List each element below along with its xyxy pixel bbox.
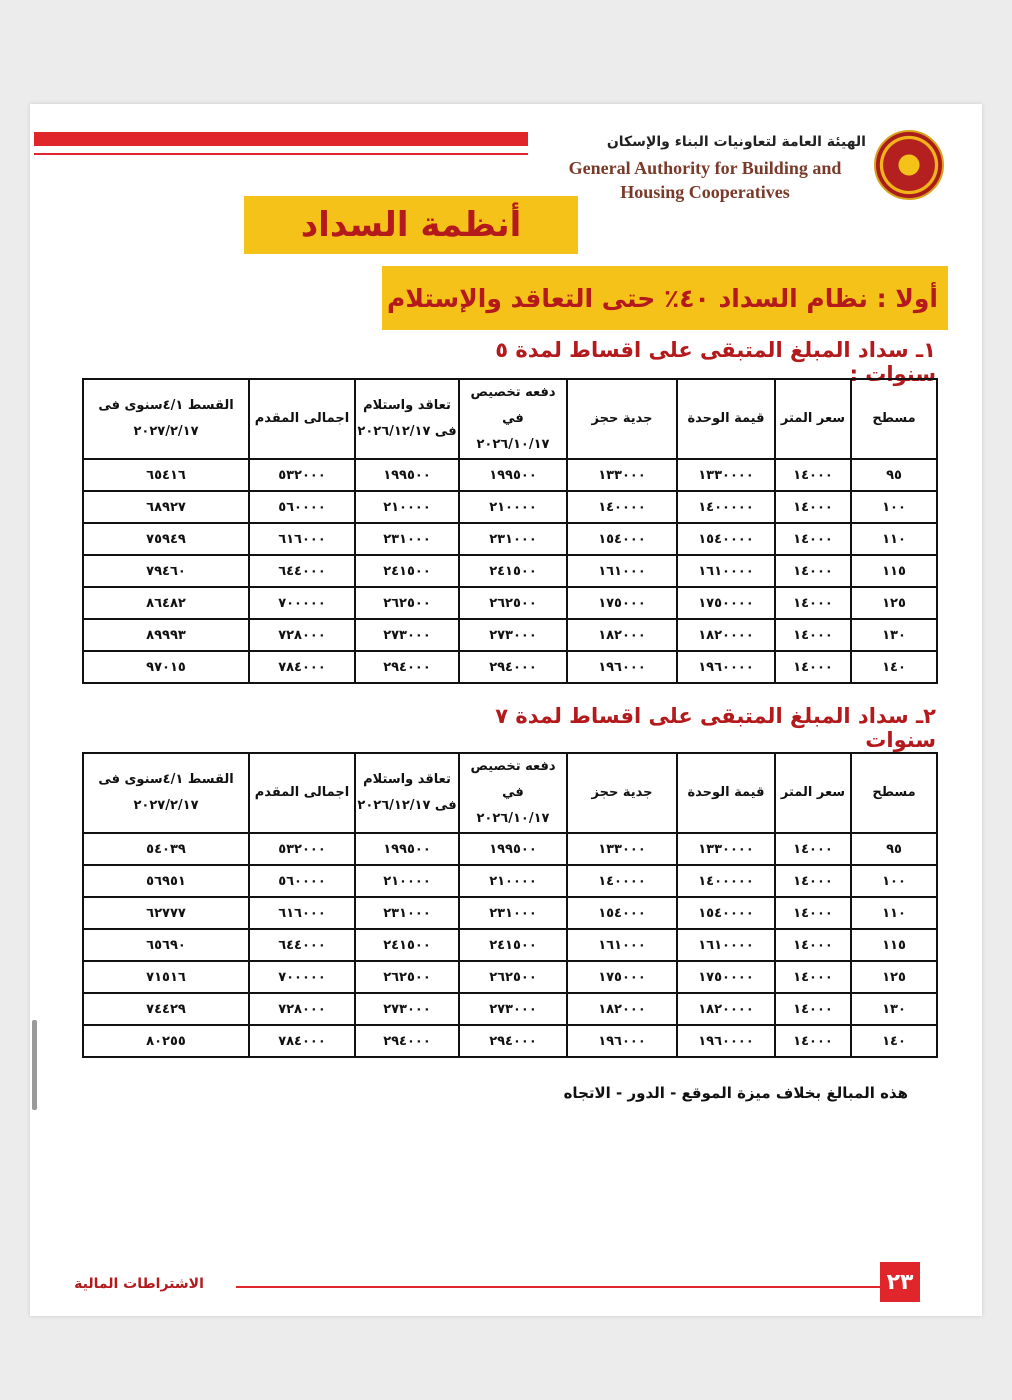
- cell-unit-value: ١٩٦٠٠٠٠: [677, 651, 775, 683]
- cell-contract: ٢٣١٠٠٠: [355, 523, 459, 555]
- cell-booking: ١٤٠٠٠٠: [567, 865, 677, 897]
- scrollbar[interactable]: [32, 1020, 37, 1110]
- col-header-area: مسطح: [851, 753, 937, 833]
- cell-booking: ١٥٤٠٠٠: [567, 523, 677, 555]
- cell-allocation: ٢٩٤٠٠٠: [459, 1025, 567, 1057]
- cell-unit-value: ١٥٤٠٠٠٠: [677, 523, 775, 555]
- cell-installment: ٩٧٠١٥: [83, 651, 249, 683]
- org-name-english: [540, 156, 870, 204]
- cell-installment: ٧١٥١٦: [83, 961, 249, 993]
- cell-total-advance: ٦١٦٠٠٠: [249, 523, 355, 555]
- col-header-contract-line2: فى ٢٠٢٦/١٢/١٧: [357, 424, 457, 439]
- table-row: [83, 1025, 937, 1057]
- table-row: [83, 651, 937, 683]
- cell-meter-price: ١٤٠٠٠: [775, 491, 851, 523]
- table-row: [83, 587, 937, 619]
- table-row: [83, 459, 937, 491]
- cell-contract: ٢٩٤٠٠٠: [355, 651, 459, 683]
- cell-contract: ٢٤١٥٠٠: [355, 555, 459, 587]
- col-header-installment-line2: ٢٠٢٧/٢/١٧: [133, 798, 199, 813]
- cell-meter-price: ١٤٠٠٠: [775, 587, 851, 619]
- col-header-installment: [83, 753, 249, 833]
- cell-unit-value: ١٦١٠٠٠٠: [677, 929, 775, 961]
- cell-total-advance: ٦١٦٠٠٠: [249, 897, 355, 929]
- table-row: [83, 491, 937, 523]
- cell-booking: ١٩٦٠٠٠: [567, 651, 677, 683]
- table-row: [83, 865, 937, 897]
- cell-installment: ٦٢٧٧٧: [83, 897, 249, 929]
- col-header-allocation-line2: ٢٠٢٦/١٠/١٧: [476, 437, 550, 452]
- cell-unit-value: ١٧٥٠٠٠٠: [677, 961, 775, 993]
- cell-installment: ٦٥٦٩٠: [83, 929, 249, 961]
- footer-red-line: [236, 1286, 882, 1288]
- cell-meter-price: ١٤٠٠٠: [775, 993, 851, 1025]
- col-header-allocation-line1: دفعه تخصيص في: [470, 759, 556, 800]
- cell-meter-price: ١٤٠٠٠: [775, 523, 851, 555]
- col-header-installment-line1: القسط ٤/١سنوى فى: [98, 398, 234, 413]
- col-header-unit-value: قيمة الوحدة: [677, 379, 775, 459]
- col-header-booking: جدية حجز: [567, 753, 677, 833]
- cell-unit-value: ١٤٠٠٠٠٠: [677, 491, 775, 523]
- table-row: [83, 897, 937, 929]
- cell-area: ١١٠: [851, 897, 937, 929]
- table-row: [83, 555, 937, 587]
- price-note: هذه المبالغ بخلاف ميزة الموقع - الدور - الاتجاه: [563, 1084, 908, 1102]
- org-name-arabic: الهيئة العامة لتعاونيات البناء والإسكان: [606, 134, 866, 150]
- cell-booking: ١٦١٠٠٠: [567, 555, 677, 587]
- cell-area: ١١٥: [851, 929, 937, 961]
- cell-booking: ١٤٠٠٠٠: [567, 491, 677, 523]
- cell-allocation: ٢١٠٠٠٠: [459, 865, 567, 897]
- table-row: [83, 619, 937, 651]
- cell-installment: ٨٩٩٩٣: [83, 619, 249, 651]
- cell-installment: ٦٥٤١٦: [83, 459, 249, 491]
- table-header-row: [83, 753, 937, 833]
- cell-area: ١٣٠: [851, 619, 937, 651]
- cell-allocation: ١٩٩٥٠٠: [459, 833, 567, 865]
- col-header-total-advance: اجمالى المقدم: [249, 379, 355, 459]
- cell-total-advance: ٦٤٤٠٠٠: [249, 929, 355, 961]
- cell-allocation: ٢٣١٠٠٠: [459, 897, 567, 929]
- cell-allocation: ٢٦٢٥٠٠: [459, 587, 567, 619]
- col-header-allocation: [459, 379, 567, 459]
- table-row: [83, 993, 937, 1025]
- section-title-5-years: ١ـ سداد المبلغ المتبقى على اقساط لمدة ٥ سنوات :: [495, 338, 936, 386]
- cell-area: ٩٥: [851, 459, 937, 491]
- cell-installment: ٧٤٤٢٩: [83, 993, 249, 1025]
- col-header-total-advance: اجمالى المقدم: [249, 753, 355, 833]
- col-header-allocation-line2: ٢٠٢٦/١٠/١٧: [476, 811, 550, 826]
- col-header-meter-price: سعر المتر: [775, 379, 851, 459]
- col-header-allocation-line1: دفعه تخصيص في: [470, 385, 556, 426]
- cell-meter-price: ١٤٠٠٠: [775, 897, 851, 929]
- col-header-meter-price: سعر المتر: [775, 753, 851, 833]
- installments-table-7-years: [82, 752, 938, 1058]
- col-header-allocation: [459, 753, 567, 833]
- authority-logo-icon: [874, 130, 944, 200]
- cell-unit-value: ١٤٠٠٠٠٠: [677, 865, 775, 897]
- cell-area: ١١٥: [851, 555, 937, 587]
- cell-allocation: ٢٩٤٠٠٠: [459, 651, 567, 683]
- cell-contract: ٢٦٢٥٠٠: [355, 961, 459, 993]
- cell-area: ١٤٠: [851, 1025, 937, 1057]
- cell-contract: ٢٣١٠٠٠: [355, 897, 459, 929]
- table-row: [83, 961, 937, 993]
- cell-contract: ١٩٩٥٠٠: [355, 459, 459, 491]
- section-title-7-years: ٢ـ سداد المبلغ المتبقى على اقساط لمدة ٧ سنوات: [495, 704, 936, 752]
- header-red-line: [34, 153, 528, 155]
- cell-unit-value: ١٨٢٠٠٠٠: [677, 993, 775, 1025]
- org-name-english-line2: Housing Cooperatives: [620, 182, 790, 202]
- payment-system-subtitle: أولا : نظام السداد ٤٠٪ حتى التعاقد والإستلام: [382, 266, 948, 330]
- cell-meter-price: ١٤٠٠٠: [775, 619, 851, 651]
- col-header-contract-line1: تعاقد واستلام: [363, 772, 451, 787]
- cell-allocation: ١٩٩٥٠٠: [459, 459, 567, 491]
- cell-contract: ٢٧٣٠٠٠: [355, 993, 459, 1025]
- cell-installment: ٥٤٠٣٩: [83, 833, 249, 865]
- col-header-installment: [83, 379, 249, 459]
- cell-allocation: ٢٧٣٠٠٠: [459, 619, 567, 651]
- cell-booking: ١٩٦٠٠٠: [567, 1025, 677, 1057]
- cell-installment: ٧٥٩٤٩: [83, 523, 249, 555]
- table-header-row: [83, 379, 937, 459]
- cell-total-advance: ٥٦٠٠٠٠: [249, 865, 355, 897]
- cell-booking: ١٨٢٠٠٠: [567, 619, 677, 651]
- cell-unit-value: ١٥٤٠٠٠٠: [677, 897, 775, 929]
- col-header-booking: جدية حجز: [567, 379, 677, 459]
- cell-area: ١٣٠: [851, 993, 937, 1025]
- cell-meter-price: ١٤٠٠٠: [775, 459, 851, 491]
- installments-table-5-years: [82, 378, 938, 684]
- cell-total-advance: ٧٠٠٠٠٠: [249, 587, 355, 619]
- cell-meter-price: ١٤٠٠٠: [775, 833, 851, 865]
- cell-unit-value: ١٨٢٠٠٠٠: [677, 619, 775, 651]
- cell-total-advance: ٥٣٢٠٠٠: [249, 459, 355, 491]
- cell-booking: ١٧٥٠٠٠: [567, 587, 677, 619]
- cell-meter-price: ١٤٠٠٠: [775, 651, 851, 683]
- cell-allocation: ٢٧٣٠٠٠: [459, 993, 567, 1025]
- header-red-bar: [34, 132, 528, 146]
- cell-area: ١٤٠: [851, 651, 937, 683]
- cell-area: ١٢٥: [851, 587, 937, 619]
- cell-meter-price: ١٤٠٠٠: [775, 1025, 851, 1057]
- cell-contract: ٢٤١٥٠٠: [355, 929, 459, 961]
- col-header-contract: [355, 379, 459, 459]
- cell-total-advance: ٧٠٠٠٠٠: [249, 961, 355, 993]
- col-header-area: مسطح: [851, 379, 937, 459]
- cell-contract: ٢١٠٠٠٠: [355, 865, 459, 897]
- cell-installment: ٥٦٩٥١: [83, 865, 249, 897]
- cell-total-advance: ٧٢٨٠٠٠: [249, 619, 355, 651]
- table-row: [83, 929, 937, 961]
- cell-total-advance: ٧٢٨٠٠٠: [249, 993, 355, 1025]
- col-header-contract: [355, 753, 459, 833]
- cell-booking: ١٨٢٠٠٠: [567, 993, 677, 1025]
- cell-contract: ٢٩٤٠٠٠: [355, 1025, 459, 1057]
- cell-contract: ٢١٠٠٠٠: [355, 491, 459, 523]
- cell-unit-value: ١٧٥٠٠٠٠: [677, 587, 775, 619]
- cell-meter-price: ١٤٠٠٠: [775, 929, 851, 961]
- cell-total-advance: ٥٦٠٠٠٠: [249, 491, 355, 523]
- cell-installment: ٨٦٤٨٢: [83, 587, 249, 619]
- cell-booking: ١٧٥٠٠٠: [567, 961, 677, 993]
- cell-total-advance: ٥٣٢٠٠٠: [249, 833, 355, 865]
- cell-allocation: ٢١٠٠٠٠: [459, 491, 567, 523]
- cell-installment: ٧٩٤٦٠: [83, 555, 249, 587]
- col-header-contract-line1: تعاقد واستلام: [363, 398, 451, 413]
- cell-contract: ٢٧٣٠٠٠: [355, 619, 459, 651]
- page-number: ٢٣: [880, 1262, 920, 1302]
- cell-allocation: ٢٤١٥٠٠: [459, 555, 567, 587]
- cell-meter-price: ١٤٠٠٠: [775, 865, 851, 897]
- col-header-unit-value: قيمة الوحدة: [677, 753, 775, 833]
- table-row: [83, 523, 937, 555]
- cell-area: ٩٥: [851, 833, 937, 865]
- cell-total-advance: ٧٨٤٠٠٠: [249, 1025, 355, 1057]
- cell-unit-value: ١٣٣٠٠٠٠: [677, 459, 775, 491]
- cell-allocation: ٢٤١٥٠٠: [459, 929, 567, 961]
- cell-booking: ١٣٣٠٠٠: [567, 459, 677, 491]
- cell-unit-value: ١٩٦٠٠٠٠: [677, 1025, 775, 1057]
- page-title: أنظمة السداد: [244, 196, 578, 254]
- cell-installment: ٦٨٩٢٧: [83, 491, 249, 523]
- footer-label: الاشتراطات المالية: [74, 1276, 204, 1292]
- org-name-english-line1: General Authority for Building and: [568, 158, 842, 178]
- cell-unit-value: ١٦١٠٠٠٠: [677, 555, 775, 587]
- cell-contract: ٢٦٢٥٠٠: [355, 587, 459, 619]
- table-row: [83, 833, 937, 865]
- cell-meter-price: ١٤٠٠٠: [775, 961, 851, 993]
- col-header-installment-line2: ٢٠٢٧/٢/١٧: [133, 424, 199, 439]
- cell-installment: ٨٠٢٥٥: [83, 1025, 249, 1057]
- cell-area: ١٠٠: [851, 491, 937, 523]
- cell-booking: ١٦١٠٠٠: [567, 929, 677, 961]
- cell-meter-price: ١٤٠٠٠: [775, 555, 851, 587]
- cell-booking: ١٣٣٠٠٠: [567, 833, 677, 865]
- cell-unit-value: ١٣٣٠٠٠٠: [677, 833, 775, 865]
- col-header-contract-line2: فى ٢٠٢٦/١٢/١٧: [357, 798, 457, 813]
- cell-area: ١٠٠: [851, 865, 937, 897]
- cell-contract: ١٩٩٥٠٠: [355, 833, 459, 865]
- cell-total-advance: ٦٤٤٠٠٠: [249, 555, 355, 587]
- col-header-installment-line1: القسط ٤/١سنوى فى: [98, 772, 234, 787]
- cell-allocation: ٢٣١٠٠٠: [459, 523, 567, 555]
- cell-booking: ١٥٤٠٠٠: [567, 897, 677, 929]
- cell-area: ١٢٥: [851, 961, 937, 993]
- cell-area: ١١٠: [851, 523, 937, 555]
- cell-total-advance: ٧٨٤٠٠٠: [249, 651, 355, 683]
- cell-allocation: ٢٦٢٥٠٠: [459, 961, 567, 993]
